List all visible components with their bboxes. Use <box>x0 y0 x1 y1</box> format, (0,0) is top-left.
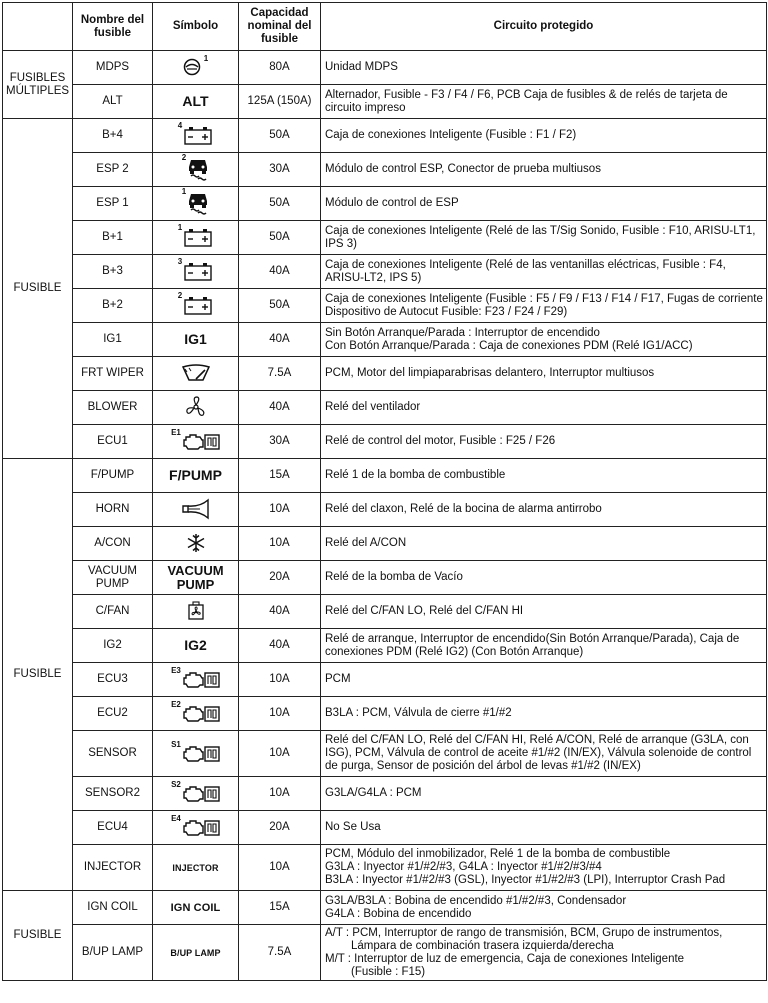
circuit-line: Relé del claxon, Relé de la bocina de alarma antirrobo <box>325 503 602 515</box>
fuse-row <box>3 845 767 891</box>
circuit-line: G4LA : Bobina de encendido <box>325 907 472 920</box>
fuse-rating: 10A <box>239 493 321 527</box>
symbol-superscript: S1 <box>171 739 181 749</box>
header-rating: Capacidad nominal del fusible <box>239 3 321 51</box>
fuse-row <box>3 561 767 595</box>
fuse-rating: 40A <box>239 323 321 357</box>
fuse-rating: 7.5A <box>239 925 321 981</box>
protected-circuit <box>321 391 767 425</box>
fuse-rating: 10A <box>239 663 321 697</box>
circuit-line: Relé de la bomba de Vacío <box>325 571 463 583</box>
fuse-symbol <box>153 119 239 153</box>
fuse-rating: 50A <box>239 221 321 255</box>
protected-circuit <box>321 891 767 925</box>
circuit-line: Módulo de control ESP, Conector de prueba multiusos <box>325 163 601 175</box>
fuse-symbol <box>153 391 239 425</box>
fuse-row <box>3 629 767 663</box>
fuse-rating: 20A <box>239 811 321 845</box>
engine-ecu-icon <box>182 744 220 764</box>
fuse-symbol <box>153 811 239 845</box>
fuse-symbol <box>153 731 239 777</box>
fuse-rating: 10A <box>239 777 321 811</box>
fuse-name: F/PUMP <box>73 459 153 493</box>
protected-circuit <box>321 811 767 845</box>
fuse-symbol <box>153 629 239 663</box>
symbol-text: B/UP LAMP <box>170 948 221 958</box>
symbol-text: F/PUMP <box>169 467 222 483</box>
fuse-row <box>3 255 767 289</box>
symbol-superscript: E1 <box>171 427 181 437</box>
fuse-rating: 80A <box>239 51 321 85</box>
protected-circuit <box>321 459 767 493</box>
fuse-name: MDPS <box>73 51 153 85</box>
protected-circuit <box>321 153 767 187</box>
group-label: FUSIBLES MÚLTIPLES <box>3 51 73 119</box>
circuit-line: (Fusible : F15) <box>351 965 426 978</box>
symbol-superscript: E4 <box>171 813 181 823</box>
fuse-name: INJECTOR <box>73 845 153 891</box>
fuse-row <box>3 731 767 777</box>
fuse-symbol <box>153 595 239 629</box>
protected-circuit <box>321 357 767 391</box>
fuse-rating: 50A <box>239 187 321 221</box>
fuse-row <box>3 697 767 731</box>
fuse-row <box>3 527 767 561</box>
fuse-name: SENSOR <box>73 731 153 777</box>
fuse-rating: 40A <box>239 595 321 629</box>
fuse-rating: 10A <box>239 527 321 561</box>
fuse-row <box>3 289 767 323</box>
fuse-name: ESP 1 <box>73 187 153 221</box>
protected-circuit <box>321 527 767 561</box>
fuse-row <box>3 221 767 255</box>
symbol-superscript: 1 <box>181 186 187 196</box>
symbol-text: IG1 <box>184 331 207 347</box>
fuse-name: ECU1 <box>73 425 153 459</box>
fuse-symbol <box>153 663 239 697</box>
fuse-symbol <box>153 845 239 891</box>
fuse-row <box>3 925 767 981</box>
fuse-symbol <box>153 323 239 357</box>
circuit-line: Relé del C/FAN LO, Relé del C/FAN HI <box>325 605 524 617</box>
fuse-name: ECU4 <box>73 811 153 845</box>
circuit-line: Módulo de control de ESP <box>325 197 459 209</box>
fuse-rating: 40A <box>239 255 321 289</box>
symbol-superscript: 2 <box>181 152 187 162</box>
wiper-icon <box>181 364 211 384</box>
engine-ecu-icon <box>182 818 220 838</box>
fuse-name: ESP 2 <box>73 153 153 187</box>
circuit-line: Caja de conexiones Inteligente (Fusible : F1 / F2) <box>325 129 577 141</box>
fuse-rating: 50A <box>239 119 321 153</box>
fuse-symbol <box>153 153 239 187</box>
fuse-row <box>3 777 767 811</box>
protected-circuit <box>321 425 767 459</box>
horn-icon <box>180 498 212 522</box>
fuse-row <box>3 811 767 845</box>
header-circuit: Circuito protegido <box>321 3 767 51</box>
cooling-fan-icon <box>186 601 206 623</box>
protected-circuit <box>321 85 767 119</box>
battery-icon <box>183 261 213 283</box>
protected-circuit <box>321 629 767 663</box>
protected-circuit <box>321 255 767 289</box>
fuse-row <box>3 357 767 391</box>
fuse-name: VACUUM PUMP <box>73 561 153 595</box>
header-row <box>3 3 767 51</box>
fuse-name: IG2 <box>73 629 153 663</box>
fuse-symbol <box>153 357 239 391</box>
circuit-line: Con Botón Arranque/Parada : Caja de conexiones PDM (Relé IG1/ACC) <box>325 339 693 352</box>
fuse-rating: 15A <box>239 459 321 493</box>
circuit-line: No Se Usa <box>325 821 381 833</box>
circuit-line: Unidad MDPS <box>325 61 398 73</box>
fuse-name: FRT WIPER <box>73 357 153 391</box>
battery-icon <box>183 125 213 147</box>
fuse-row <box>3 119 767 153</box>
fuse-name: B+4 <box>73 119 153 153</box>
symbol-superscript: 3 <box>177 256 183 266</box>
esp-skid-icon <box>187 191 209 217</box>
fuse-row <box>3 425 767 459</box>
circuit-line: G3LA/G4LA : PCM <box>325 787 422 799</box>
fuse-name: IG1 <box>73 323 153 357</box>
symbol-superscript: E3 <box>171 665 181 675</box>
fuse-rating: 10A <box>239 731 321 777</box>
fuse-rating: 50A <box>239 289 321 323</box>
fuse-symbol <box>153 255 239 289</box>
symbol-text: INJECTOR <box>172 863 219 873</box>
fuse-rating: 40A <box>239 629 321 663</box>
fuse-symbol <box>153 51 239 85</box>
circuit-line: M/T : Interruptor de luz de emergencia, Caja de conexiones Inteligente <box>325 952 685 965</box>
symbol-superscript: 2 <box>177 290 183 300</box>
battery-icon <box>183 295 213 317</box>
protected-circuit <box>321 663 767 697</box>
fuse-row <box>3 493 767 527</box>
fuse-name: BLOWER <box>73 391 153 425</box>
fuse-name: ALT <box>73 85 153 119</box>
esp-skid-icon <box>187 157 209 183</box>
fuse-rating: 10A <box>239 697 321 731</box>
fuse-name: C/FAN <box>73 595 153 629</box>
protected-circuit <box>321 697 767 731</box>
fuse-rating: 20A <box>239 561 321 595</box>
fuse-row <box>3 51 767 85</box>
header-group <box>3 3 73 51</box>
fuse-rating: 125A (150A) <box>239 85 321 119</box>
fuse-name: HORN <box>73 493 153 527</box>
circuit-line: B3LA : Inyector #1/#2/#3 (GSL), Inyector #1/#2/#3 (LPI), Interruptor Crash Pad <box>325 874 726 886</box>
protected-circuit <box>321 925 767 981</box>
protected-circuit <box>321 595 767 629</box>
fuse-symbol <box>153 697 239 731</box>
group-label: FUSIBLE <box>3 891 73 981</box>
fuse-rating: 30A <box>239 153 321 187</box>
fuse-table <box>2 2 767 981</box>
fuse-name: ECU2 <box>73 697 153 731</box>
engine-ecu-icon <box>182 432 220 452</box>
circuit-line: Lámpara de combinación trasera izquierda/derecha <box>351 939 614 952</box>
group-label: FUSIBLE <box>3 119 73 459</box>
protected-circuit <box>321 845 767 891</box>
fuse-symbol <box>153 527 239 561</box>
snowflake-icon <box>186 533 206 555</box>
fuse-name: IGN COIL <box>73 891 153 925</box>
symbol-text: IG2 <box>184 637 207 653</box>
circuit-line: G3LA : Inyector #1/#2/#3, G4LA : Inyector #1/#2/#3/#4 <box>325 861 602 873</box>
protected-circuit <box>321 561 767 595</box>
fuse-row <box>3 391 767 425</box>
symbol-text: VACUUM PUMP <box>167 562 224 592</box>
protected-circuit <box>321 289 767 323</box>
fuse-rating: 15A <box>239 891 321 925</box>
symbol-superscript: 4 <box>177 120 183 130</box>
fuse-name: B+1 <box>73 221 153 255</box>
symbol-superscript: S2 <box>171 779 181 789</box>
protected-circuit <box>321 731 767 777</box>
fuse-row <box>3 891 767 925</box>
fuse-rating: 40A <box>239 391 321 425</box>
battery-icon <box>183 227 213 249</box>
fuse-symbol <box>153 289 239 323</box>
circuit-line: Relé del ventilador <box>325 401 421 413</box>
protected-circuit <box>321 119 767 153</box>
fuse-symbol <box>153 891 239 925</box>
engine-ecu-icon <box>182 670 220 690</box>
circuit-line: Relé del A/CON <box>325 537 407 549</box>
circuit-line: Caja de conexiones Inteligente (Relé de las T/Sig Sonido, Fusible : F10, ARISU-LT1, IPS 3) <box>325 224 756 250</box>
circuit-line: Relé 1 de la bomba de combustible <box>325 469 506 481</box>
circuit-line: Caja de conexiones Inteligente (Relé de las ventanillas eléctricas, Fusible : F4, ARISU-LT2, IPS 5) <box>325 258 726 284</box>
fuse-rating: 7.5A <box>239 357 321 391</box>
fan-icon <box>184 395 208 421</box>
circuit-line: Relé de arranque, Interruptor de encendido(Sin Botón Arranque/Parada), Caja de conexiones PDM (Relé IG2) (Con Botón Arranque) <box>325 632 740 658</box>
header-symbol: Símbolo <box>153 3 239 51</box>
circuit-line: B3LA : PCM, Válvula de cierre #1/#2 <box>325 707 512 719</box>
fuse-symbol <box>153 493 239 527</box>
engine-ecu-icon <box>182 784 220 804</box>
steering-wheel-icon <box>182 58 204 78</box>
circuit-line: G3LA/B3LA : Bobina de encendido #1/#2/#3, Condensador <box>325 894 627 907</box>
fuse-row <box>3 85 767 119</box>
fuse-symbol <box>153 925 239 981</box>
fuse-symbol <box>153 459 239 493</box>
circuit-line: PCM <box>325 673 351 685</box>
circuit-line: A/T : PCM, Interruptor de rango de transmisión, BCM, Grupo de instrumentos, <box>325 926 723 939</box>
circuit-line: Relé del C/FAN LO, Relé del C/FAN HI, Relé A/CON, Relé de arranque (G3LA, con ISG), PCM, Válvula de control de aceite #1/#2 (IN/EX), Válvula solenoide de control de purga, Sensor de posición del árbol de levas #1/#2 (IN/EX) <box>325 734 752 772</box>
symbol-superscript: E2 <box>171 699 181 709</box>
symbol-text: ALT <box>182 93 209 109</box>
protected-circuit <box>321 323 767 357</box>
protected-circuit <box>321 221 767 255</box>
symbol-superscript: 1 <box>177 222 183 232</box>
symbol-superscript: 1 <box>203 53 209 63</box>
protected-circuit <box>321 493 767 527</box>
fuse-row <box>3 323 767 357</box>
fuse-symbol <box>153 221 239 255</box>
protected-circuit <box>321 51 767 85</box>
fuse-symbol <box>153 425 239 459</box>
fuse-name: B+3 <box>73 255 153 289</box>
circuit-line: Caja de conexiones Inteligente (Fusible : F5 / F9 / F13 / F14 / F17, Fugas de corriente Dispositivo de Autocut Fusible: F23 / F24 / F29) <box>325 292 763 318</box>
symbol-text: IGN COIL <box>170 902 221 914</box>
fuse-row <box>3 187 767 221</box>
fuse-symbol <box>153 777 239 811</box>
engine-ecu-icon <box>182 704 220 724</box>
circuit-line: PCM, Motor del limpiaparabrisas delantero, Interruptor multiusos <box>325 367 655 379</box>
header-name: Nombre del fusible <box>73 3 153 51</box>
fuse-row <box>3 153 767 187</box>
protected-circuit <box>321 777 767 811</box>
fuse-row <box>3 595 767 629</box>
fuse-name: ECU3 <box>73 663 153 697</box>
fuse-rating: 30A <box>239 425 321 459</box>
circuit-line: Sin Botón Arranque/Parada : Interruptor de encendido <box>325 326 600 339</box>
fuse-row <box>3 663 767 697</box>
fuse-name: B/UP LAMP <box>73 925 153 981</box>
fuse-symbol <box>153 85 239 119</box>
group-label: FUSIBLE <box>3 459 73 891</box>
fuse-symbol <box>153 561 239 595</box>
circuit-line: PCM, Módulo del inmobilizador, Relé 1 de la bomba de combustible <box>325 848 671 860</box>
fuse-name: A/CON <box>73 527 153 561</box>
fuse-symbol <box>153 187 239 221</box>
circuit-line: Relé de control del motor, Fusible : F25 / F26 <box>325 435 556 447</box>
fuse-rating: 10A <box>239 845 321 891</box>
fuse-name: SENSOR2 <box>73 777 153 811</box>
protected-circuit <box>321 187 767 221</box>
fuse-row <box>3 459 767 493</box>
fuse-name: B+2 <box>73 289 153 323</box>
circuit-line: Alternador, Fusible - F3 / F4 / F6, PCB Caja de fusibles & de relés de tarjeta de circuito impreso <box>325 88 728 114</box>
